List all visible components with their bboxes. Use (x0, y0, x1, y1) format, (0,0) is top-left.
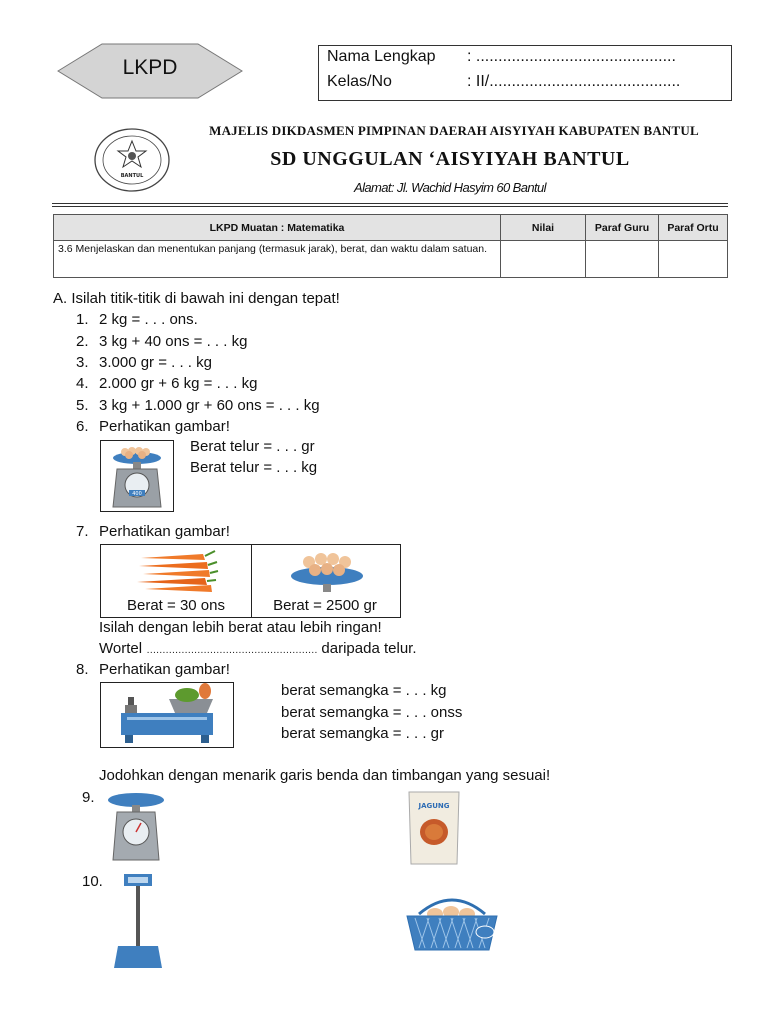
teacher-sign-cell[interactable] (586, 241, 659, 278)
q1-number: 1. (76, 311, 89, 328)
scale-display: 400 (132, 491, 142, 497)
sack-label: JAGUNG (418, 802, 450, 810)
egg-basket-wire-image[interactable] (401, 888, 503, 954)
egg-scale-image (101, 441, 173, 511)
parent-sign-cell[interactable] (659, 241, 728, 278)
q3-text: 3.000 gr = . . . kg (99, 354, 212, 371)
carrot-caption: Berat = 30 ons (127, 597, 225, 614)
q8-image-frame (100, 682, 234, 748)
kitchen-scale-image[interactable] (105, 790, 167, 865)
header-divider-thin (52, 206, 728, 207)
q4-number: 4. (76, 375, 89, 392)
body-scale-image[interactable] (112, 872, 164, 970)
subject-header: LKPD Muatan : Matematika (54, 215, 501, 241)
egg-basket-image (288, 546, 366, 594)
lkpd-badge-label: LKPD (122, 56, 178, 79)
q2-text: 3 kg + 40 ons = . . . kg (99, 333, 248, 350)
name-row (327, 48, 676, 66)
school-address: Alamat: Jl. Wachid Hasyim 60 Bantul (354, 180, 546, 195)
matching-instruction: Jodohkan dengan menarik garis benda dan timbangan yang sesuai! (99, 767, 551, 784)
q7-instruction: Isilah dengan lebih berat atau lebih ringan! (99, 619, 382, 636)
school-organization: MAJELIS DIKDASMEN PIMPINAN DAERAH AISYIYAH KABUPATEN BANTUL (209, 123, 699, 138)
q7-text: Perhatikan gambar! (99, 523, 230, 540)
q7-number: 7. (76, 523, 89, 540)
logo-caption: BANTUL (120, 173, 144, 179)
q7-sentence (99, 640, 417, 657)
q7-sentence-start: Wortel (99, 640, 143, 657)
corn-sack-image[interactable] (403, 788, 465, 868)
q5-text: 3 kg + 1.000 gr + 60 ons = . . . kg (99, 397, 320, 414)
q6-line-2: Berat telur = . . . kg (190, 459, 318, 476)
carrot-card (100, 544, 252, 618)
score-header: Nilai (501, 215, 586, 241)
school-name: SD UNGGULAN ‘AISYIYAH BANTUL (270, 148, 630, 170)
parent-sign-header: Paraf Ortu (659, 215, 728, 241)
q2-number: 2. (76, 333, 89, 350)
q8-line-2: berat semangka = . . . onss (281, 704, 463, 721)
carrots-image (133, 548, 219, 594)
header-divider (52, 203, 728, 204)
q8-line-1: berat semangka = . . . kg (281, 682, 447, 699)
identity-box (318, 45, 732, 101)
info-table (53, 214, 728, 278)
name-label: Nama Lengkap (327, 48, 436, 65)
q10-number: 10. (82, 873, 103, 890)
class-label: Kelas/No (327, 73, 392, 90)
q6-image-frame (100, 440, 174, 512)
q9-number: 9. (82, 789, 95, 806)
q7-sentence-end: daripada telur. (321, 640, 417, 657)
egg-card (250, 544, 401, 618)
q1-text: 2 kg = . . . ons. (99, 311, 198, 328)
q8-number: 8. (76, 661, 89, 678)
q6-text: Perhatikan gambar! (99, 418, 230, 435)
q5-number: 5. (76, 397, 89, 414)
q4-text: 2.000 gr + 6 kg = . . . kg (99, 375, 258, 392)
score-cell[interactable] (501, 241, 586, 278)
q7-answer-blank[interactable]: ……………………………………………… (146, 645, 318, 656)
teacher-sign-header: Paraf Guru (586, 215, 659, 241)
q8-text: Perhatikan gambar! (99, 661, 230, 678)
q6-number: 6. (76, 418, 89, 435)
q8-line-3: berat semangka = . . . gr (281, 725, 445, 742)
name-field[interactable]: : ............................................. (467, 48, 676, 65)
melon-scale-image (101, 683, 233, 747)
section-a-title: A. Isilah titik-titik di bawah ini dengan tepat! (53, 290, 340, 307)
competency-cell: 3.6 Menjelaskan dan menentukan panjang (termasuk jarak), berat, dan waktu dalam satuan. (54, 241, 501, 278)
class-field[interactable]: : II/........................................... (467, 73, 681, 90)
q6-line-1: Berat telur = . . . gr (190, 438, 315, 455)
class-row (327, 73, 681, 91)
egg-caption: Berat = 2500 gr (273, 597, 377, 614)
q3-number: 3. (76, 354, 89, 371)
